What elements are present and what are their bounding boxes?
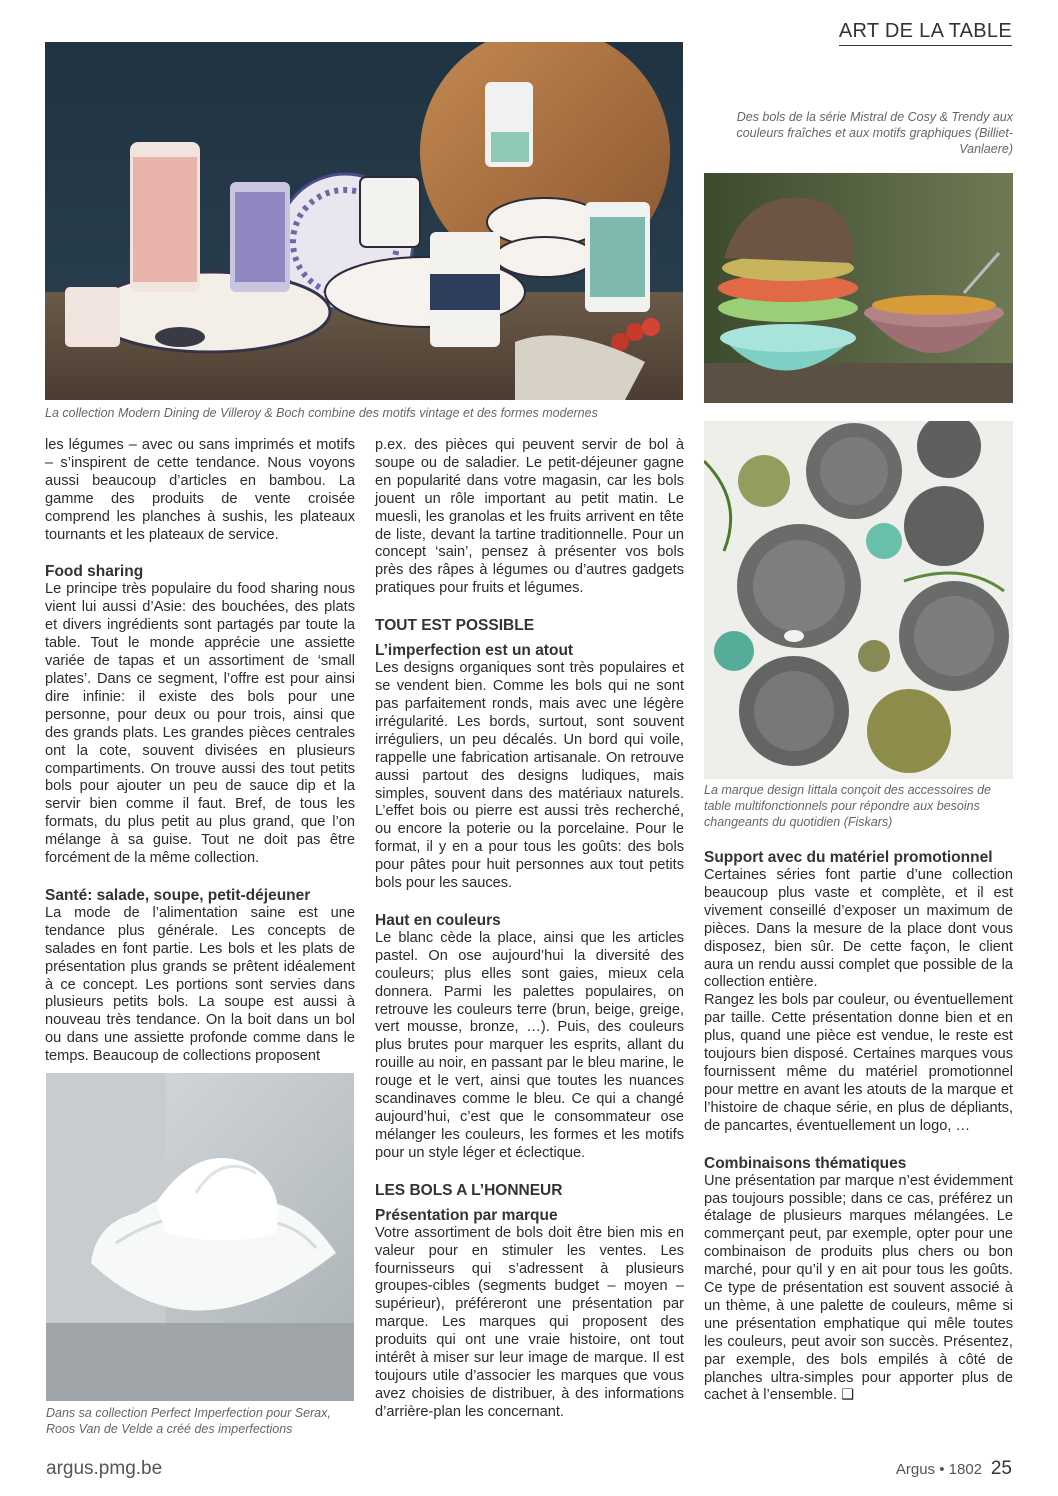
photo-mistral-bowls [704,173,1013,403]
column-3 [704,848,1013,1405]
paragraph-sante: La mode de l’alimentation saine est une tendance plus générale. Les concepts de salades en font partie. Les bols et les plats de présentation plus grands se prêtent idéalement à ce concept. Les portions sont servies dans plusieurs petits bols. La soupe est aussi à nouveau très tendance. On la boit dans un bol ou dans une assiette profonde comme dans le temps. Beaucoup de collections proposent [45,904,355,1065]
heading-presentation-marque: Présentation par marque [375,1206,558,1224]
caption-iittala: La marque design Iittala conçoit des accessoires de table multifonctionnels pour répondre aux besoins changeants du quotidien (Fiskars) [704,783,991,829]
heading-tout-est-possible: TOUT EST POSSIBLE [375,617,535,635]
column-1 [45,437,355,1066]
paragraph-couleurs: Le blanc cède la place, ainsi que les articles pastel. On ose aujourd’hui la diversité des couleurs; plus elles sont gaies, mieux cela donnera. Parmi les palettes populaires, on retrouve les couleurs terre (brun, beige, greige, vert mousse, bronze, …). Puis, des couleurs plus brutes pour marquer les esprits, allant du rouille au noir, en passant par le bleu marine, le rouge et le vert, ainsi que toutes les nuances scandinaves comme le bleu. Ce qui a changé aujourd’hui, c’est que le consommateur ose mélanger les couleurs, les formes et les motifs pour un style léger et éclectique. [375,929,684,1161]
photo-serax [46,1073,354,1401]
heading-food-sharing: Food sharing [45,563,144,581]
caption-serax: Dans sa collection Perfect Imperfection pour Serax, Roos Van de Velde a créé des imperfections [46,1406,331,1436]
paragraph-intro: les légumes – avec ou sans imprimés et motifs – s’inspirent de cette tendance. Nous voyons aussi beaucoup d’articles en bambou. La gamme des produits de vente croisée comprend les planches à sushis, les plateaux tournants et les plateaux de service. [45,437,355,543]
paragraph-support-2: Rangez les bols par couleur, ou éventuellement par taille. Cette présentation donne bien et en plus, quand une pièce est vendue, le reste est toujours bien disposé. Certaines marques vous fournissent même du matériel promotionnel pour mettre en avant les atouts de la marque et l’histoire de chaque série, en plus de dépliants, de pancartes, éventuellement un logo, … [704,992,1013,1134]
paragraph-presentation-marque: Votre assortiment de bols doit être bien mis en valeur pour en stimuler les ventes. Les fournisseurs qui s’adressent à plusieurs groupes-cibles (segments budget – moyen – supérieur), préféreront une présentation par marque. Les marques qui proposent des produits qui ont une vraie histoire, ont tout intérêt à miser sur leur image de marque. Il est toujours utile d’associer les marques que vous avez choisies de distribuer, à des informations d’arrière-plan les concernant. [375,1224,684,1420]
heading-combinaisons: Combinaisons thématiques [704,1154,907,1172]
paragraph-combinaisons-text: Une présentation par marque n’est évidemment pas toujours possible; dans ce cas, préférez un étalage de plusieurs marques mélangées. Le commerçant peut, par exemple, opter pour une combinaison de produits plus chers ou bon marché, pour qu’il y en ait pour tous les goûts. Ce type de présentation est souvent associé à un thème, à une palette de couleurs, même si une présentation emphatique qui mêle toutes les couleurs, peut avoir son succès. Présentez, par exemple, des bols empilés à côté de planches ultra-simples pour apporter plus de cachet à l’ensemble. [704,1172,1013,1404]
page-number: 25 [990,1458,1012,1479]
section-title: ART DE LA TABLE [839,20,1012,46]
heading-support: Support avec du matériel promotionnel [704,849,993,866]
caption-villeroy-boch: La collection Modern Dining de Villeroy & Boch combine des motifs vintage et des formes modernes [45,406,598,420]
paragraph-food-sharing: Le principe très populaire du food sharing nous vient lui aussi d’Asie: des bouchées, des plats et divers ingrédients sont partagés par toute la table. Tout le monde apprécie une assiette variée de tapas et un assortiment de ‘small plates’. Dans ce segment, l’offre est pour ainsi dire infinie: il existe des bols pour une personne, pour deux ou pour trois, ainsi que des grands plats. Les grandes pièces centrales ont la cote, souvent divisées en plusieurs compartiments. On trouve aussi des tout petits bols pour ajouter un peu de sauce dip et la servir bien comme il faut. Bref, de tous les formats, du plus petit au plus grand, que l’on mélange à sa guise. Tout ne doit pas être forcément de la même collection. [45,581,355,867]
column-2 [375,437,684,1422]
heading-couleurs: Haut en couleurs [375,911,501,929]
photo-villeroy-boch [45,42,683,400]
heading-imperfection: L’imperfection est un atout [375,642,574,660]
heading-sante: Santé: salade, soupe, petit-déjeuner [45,886,311,904]
paragraph-imperfection: Les designs organiques sont très populaires et se vendent bien. Comme les bols qui ne sont pas parfaitement ronds, mais avec une légère irrégularité. Les bords, surtout, sont souvent irréguliers, un peu décalés. Un bord qui voile, rappelle une fabrication artisanale. On retrouve aussi partout des designs ludiques, mais simples, souvent dans des matériaux naturels. L’effet bois ou pierre est aussi très recherché, ou encore la poterie ou la porcelaine. Pour le format, il y en a pour tous les goûts: des bols pour pâtes pour huit personnes aux tout petits bols pour les sauces. [375,660,684,892]
photo-iittala [704,421,1013,779]
paragraph-support-1: Certaines séries font partie d’une collection beaucoup plus vaste et complète, et il est vivement conseillé d’exposer un maximum de pièces. Dans la mesure de la place dont vous disposez, bien sûr. De cette façon, le client aura un rendu aussi complet que possible de la collection entière. [704,867,1013,991]
end-mark-icon: ❑ [841,1387,855,1404]
heading-bols-honneur: LES BOLS A L’HONNEUR [375,1181,563,1199]
paragraph-breakfast: p.ex. des pièces qui peuvent servir de bol à soupe ou de saladier. Le petit-déjeuner gagne en popularité dans votre magasin, car les bols jouent un rôle important au petit matin. Le muesli, les granolas et les fruits arrivent en tête de liste, devant la tartine traditionnelle. Pour un concept ‘sain’, pensez à présenter vos bols près des râpes à légumes ou d’autres gadgets pratiques pour fruits et légumes. [375,437,684,597]
caption-mistral: Des bols de la série Mistral de Cosy & Trendy aux couleurs fraîches et aux motifs graphiques (Billiet-Vanlaere) [736,110,1013,156]
paragraph-combinaisons [704,1173,1013,1406]
footer-issue: Argus • 1802 [895,1461,982,1478]
footer-url[interactable]: argus.pmg.be [46,1458,163,1479]
